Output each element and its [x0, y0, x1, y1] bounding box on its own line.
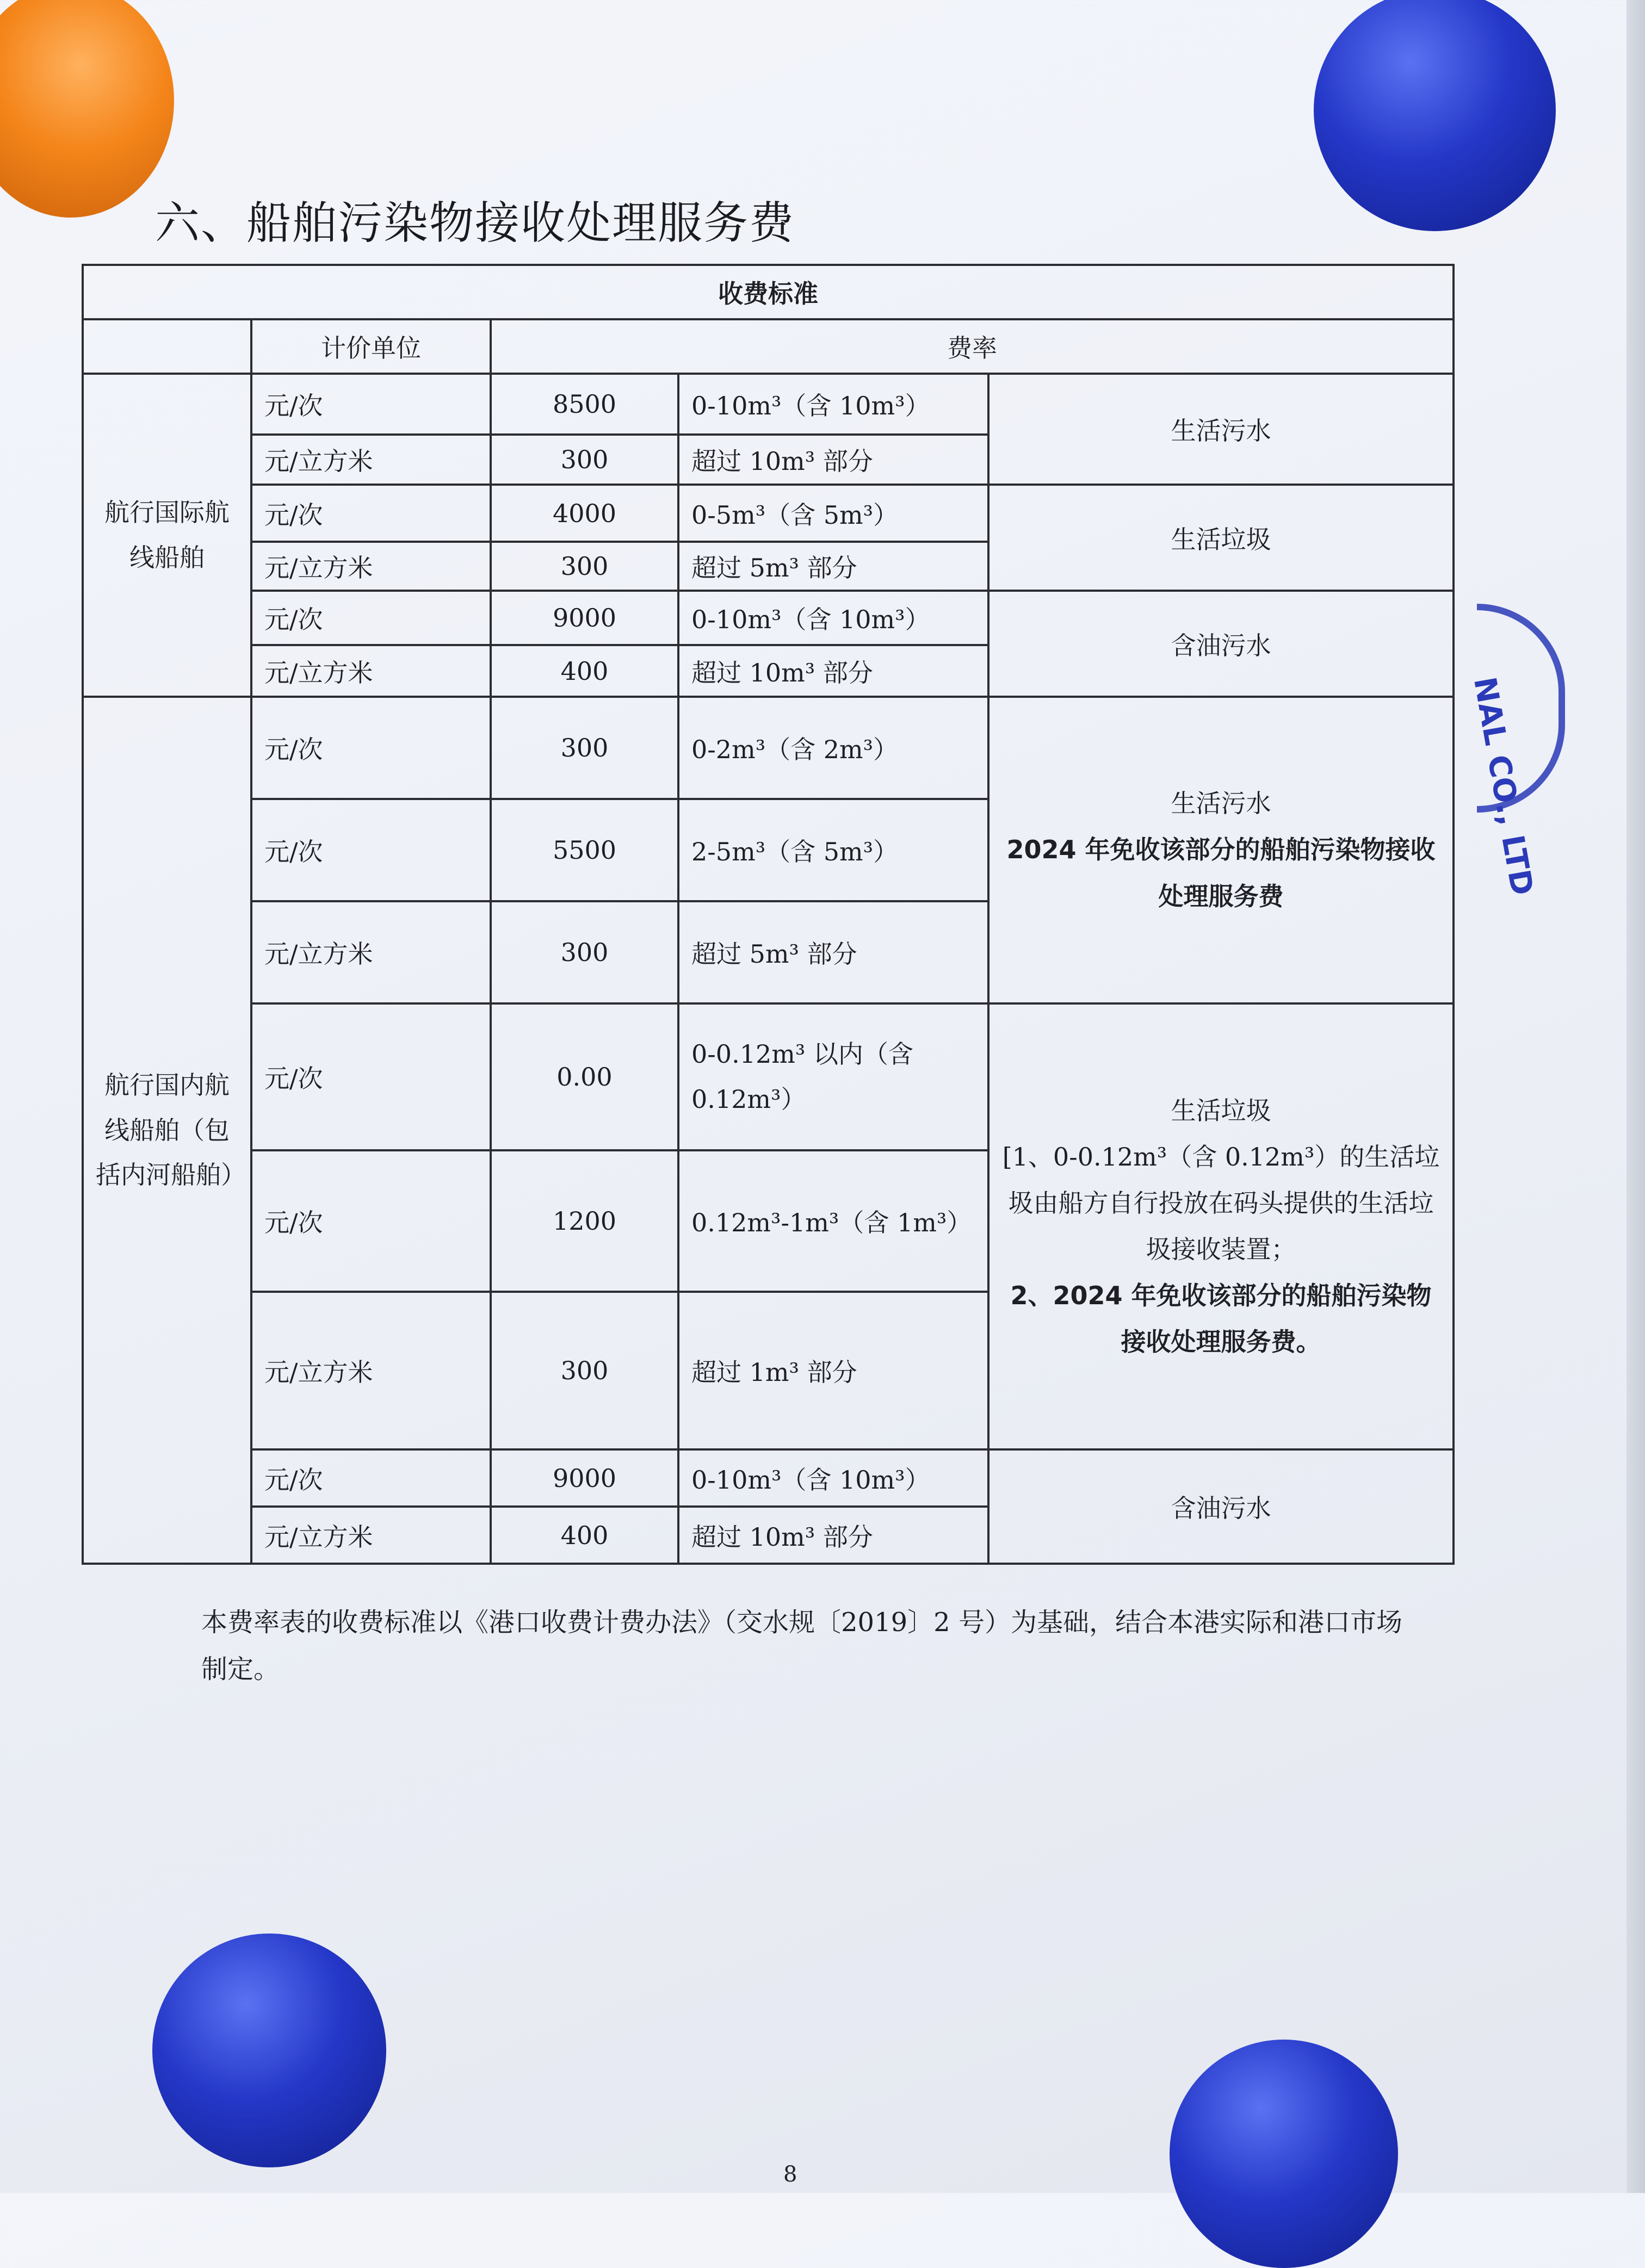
table-row	[83, 697, 1454, 799]
blue-magnet-top-right	[1314, 0, 1556, 231]
table-row	[83, 591, 1454, 645]
rate-cell: 300	[491, 697, 678, 799]
sewage-type: 生活污水	[1171, 789, 1271, 819]
unit-cell: 元/次	[251, 1449, 491, 1507]
unit-cell: 元/立方米	[251, 901, 491, 1003]
table-row	[83, 1449, 1454, 1507]
range-cell: 超过 10m³ 部分	[678, 435, 988, 485]
unit-cell: 元/立方米	[251, 645, 491, 697]
unit-cell: 元/立方米	[251, 542, 491, 591]
range-cell: 0-10m³（含 10m³）	[678, 1449, 988, 1507]
page-number: 8	[783, 2162, 797, 2187]
unit-cell: 元/次	[251, 591, 491, 645]
type-cell-garbage	[988, 1003, 1454, 1449]
rate-cell: 400	[491, 645, 678, 697]
range-cell: 2-5m³（含 5m³）	[678, 799, 988, 901]
rate-cell: 300	[491, 901, 678, 1003]
rate-cell: 5500	[491, 799, 678, 901]
table-header: 收费标准	[83, 265, 1454, 319]
rate-cell: 8500	[491, 374, 678, 435]
range-cell: 超过 5m³ 部分	[678, 901, 988, 1003]
column-header-rate: 费率	[491, 319, 1454, 374]
unit-cell: 元/次	[251, 697, 491, 799]
footnote: 本费率表的收费标准以《港口收费计费办法》（交水规〔2019〕2 号）为基础，结合本港实际和港口市场制定。	[201, 1607, 1402, 1685]
unit-cell: 元/立方米	[251, 1507, 491, 1564]
rate-cell: 300	[491, 542, 678, 591]
range-cell: 0-5m³（含 5m³）	[678, 485, 988, 542]
rate-cell: 4000	[491, 485, 678, 542]
table-row	[83, 485, 1454, 542]
range-cell: 0.12m³-1m³（含 1m³）	[678, 1150, 988, 1292]
rate-cell: 1200	[491, 1150, 678, 1292]
type-cell: 生活垃圾	[988, 485, 1454, 591]
unit-cell: 元/次	[251, 485, 491, 542]
range-cell: 超过 10m³ 部分	[678, 1507, 988, 1564]
table-column-header-row	[83, 319, 1454, 374]
rate-cell: 9000	[491, 1449, 678, 1507]
range-cell: 0-0.12m³ 以内（含 0.12m³）	[678, 1003, 988, 1150]
rate-cell: 400	[491, 1507, 678, 1564]
unit-cell: 元/次	[251, 799, 491, 901]
unit-cell: 元/次	[251, 374, 491, 435]
fee-table	[82, 264, 1455, 1565]
range-cell: 0-2m³（含 2m³）	[678, 697, 988, 799]
unit-cell: 元/次	[251, 1150, 491, 1292]
blue-magnet-bottom-right	[1170, 2040, 1398, 2268]
garbage-type: 生活垃圾	[1171, 1095, 1271, 1125]
page-edge-shadow	[1627, 0, 1645, 2193]
garbage-note-2: 2、2024 年免收该部分的船舶污染物接收处理服务费。	[1010, 1281, 1432, 1357]
unit-cell: 元/次	[251, 1003, 491, 1150]
type-cell: 含油污水	[988, 591, 1454, 697]
type-cell-oily: 含油污水	[988, 1449, 1454, 1564]
category-international: 航行国际航线船舶	[83, 374, 251, 697]
range-cell: 0-10m³（含 10m³）	[678, 591, 988, 645]
table-row	[83, 374, 1454, 435]
table-header-row	[83, 265, 1454, 319]
blue-magnet-bottom-left	[152, 1934, 386, 2167]
orange-magnet	[0, 0, 174, 218]
type-cell-sewage	[988, 697, 1454, 1003]
range-cell: 0-10m³（含 10m³）	[678, 374, 988, 435]
rate-cell: 0.00	[491, 1003, 678, 1150]
garbage-note-1: [1、0-0.12m³（含 0.12m³）的生活垃圾由船方自行投放在码头提供的生活垃圾接收装置；	[1002, 1142, 1440, 1264]
unit-cell: 元/立方米	[251, 435, 491, 485]
rate-cell: 300	[491, 435, 678, 485]
type-cell: 生活污水	[988, 374, 1454, 485]
rate-cell: 9000	[491, 591, 678, 645]
range-cell: 超过 5m³ 部分	[678, 542, 988, 591]
empty-header-cell	[83, 319, 251, 374]
category-domestic: 航行国内航线船舶（包括内河船舶）	[83, 697, 251, 1564]
range-cell: 超过 1m³ 部分	[678, 1292, 988, 1449]
range-cell: 超过 10m³ 部分	[678, 645, 988, 697]
company-seal-text: NAL CO., LTD	[1466, 674, 1540, 898]
rate-cell: 300	[491, 1292, 678, 1449]
sewage-note: 2024 年免收该部分的船舶污染物接收处理服务费	[1006, 835, 1436, 911]
unit-cell: 元/立方米	[251, 1292, 491, 1449]
table-row	[83, 1003, 1454, 1150]
column-header-unit: 计价单位	[251, 319, 491, 374]
page-title: 六、船舶污染物接收处理服务费	[155, 197, 795, 249]
